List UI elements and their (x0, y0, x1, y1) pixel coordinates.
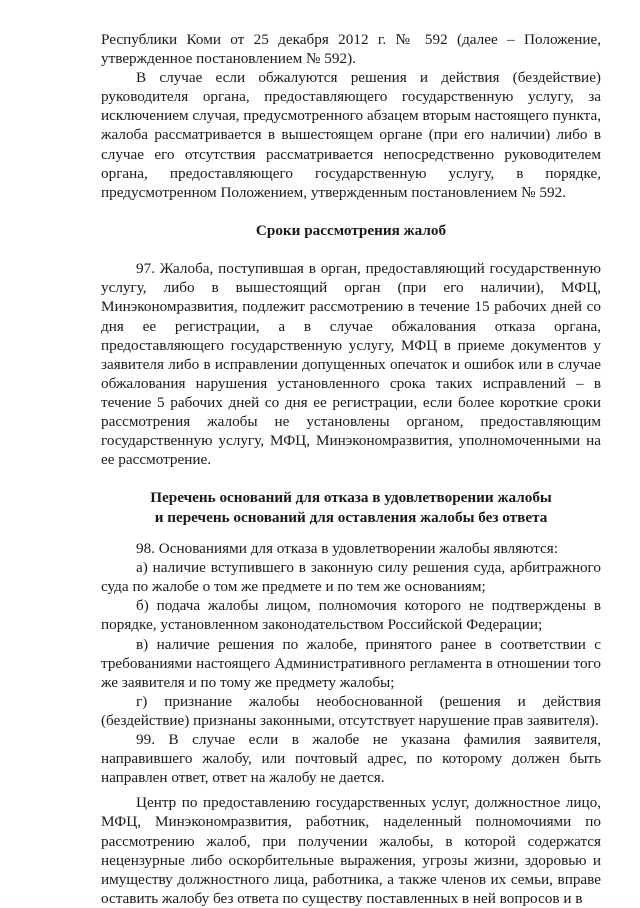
heading-refusal-grounds-line2: и перечень оснований для оставления жалобы без ответа (154, 508, 548, 526)
list-item-g: г) признание жалобы необоснованной (решения и действия (бездействие) признаны законными, отсутствует нарушение прав заявителя). (101, 692, 601, 729)
paragraph-abusive-complaints: Центр по предоставлению государственных услуг, должностное лицо, МФЦ, Минэкономразвития, работник, наделенный полномочиями по рассмотрению жалоб, при получении жалобы, в которой содержатся нецензурные либо оскорбительные выражения, угрозы жизни, здоровью и имуществу должностного лица, работника, а также членов их семьи, вправе оставить жалобу без ответа по существу поставленных в ней вопросов и в (101, 794, 601, 907)
paragraph-continuation: Республики Коми от 25 декабря 2012 г. № 592 (далее – Положение, утвержденное постановлением № 592). (101, 31, 601, 68)
heading-refusal-grounds-line1: Перечень оснований для отказа в удовлетворении жалобы (150, 489, 552, 507)
list-item-v: в) наличие решения по жалобе, принятого ранее в соответствии с требованиями настоящего Административного регламента в отношении того же заявителя и по тому же предмету жалобы; (101, 635, 601, 691)
paragraph-appeal-to-head: В случае если обжалуются решения и действия (бездействие) руководителя органа, предоставляющего государственную услугу, за исключением случая, предусмотренного абзацем вторым настоящего пункта, жалоба рассматривается в вышестоящем органе (при его наличии) либо в случае его отсутствия рассматривается непосредственно руководителем органа, предоставляющего государственную услугу, в порядке, предусмотренном Положением, утвержденным постановлением № 592. (101, 69, 601, 201)
heading-review-periods: Сроки рассмотрения жалоб (255, 221, 447, 239)
heading-refusal-grounds (101, 488, 601, 527)
list-item-a: а) наличие вступившего в законную силу решения суда, арбитражного суда по жалобе о том же предмете и по тем же основаниям; (101, 559, 601, 596)
paragraph-99: 99. В случае если в жалобе не указана фамилия заявителя, направившего жалобу, или почтовый адрес, по которому должен быть направлен ответ, ответ на жалобу не дается. (101, 731, 601, 787)
paragraph-98: 98. Основаниями для отказа в удовлетворении жалобы являются: (136, 540, 558, 558)
list-item-b: б) подача жалобы лицом, полномочия которого не подтверждены в порядке, установленном законодательством Российской Федерации; (101, 597, 601, 634)
paragraph-97: 97. Жалоба, поступившая в орган, предоставляющий государственную услугу, либо в вышестоящий орган (при его наличии), МФЦ, Минэкономразвития, подлежит рассмотрению в течение 15 рабочих дней со дня ее регистрации, а в случае обжалования отказа органа, предоставляющего государственную услугу, МФЦ в приеме документов у заявителя либо в исправлении допущенных опечаток и ошибок или в случае обжалования нарушения установленного срока таких исправлений – в течение 5 рабочих дней со дня ее регистрации, если более короткие сроки рассмотрения жалобы не установлены органом, предоставляющим государственную услугу, МФЦ, Минэкономразвития, уполномоченными на ее рассмотрение. (101, 260, 601, 469)
